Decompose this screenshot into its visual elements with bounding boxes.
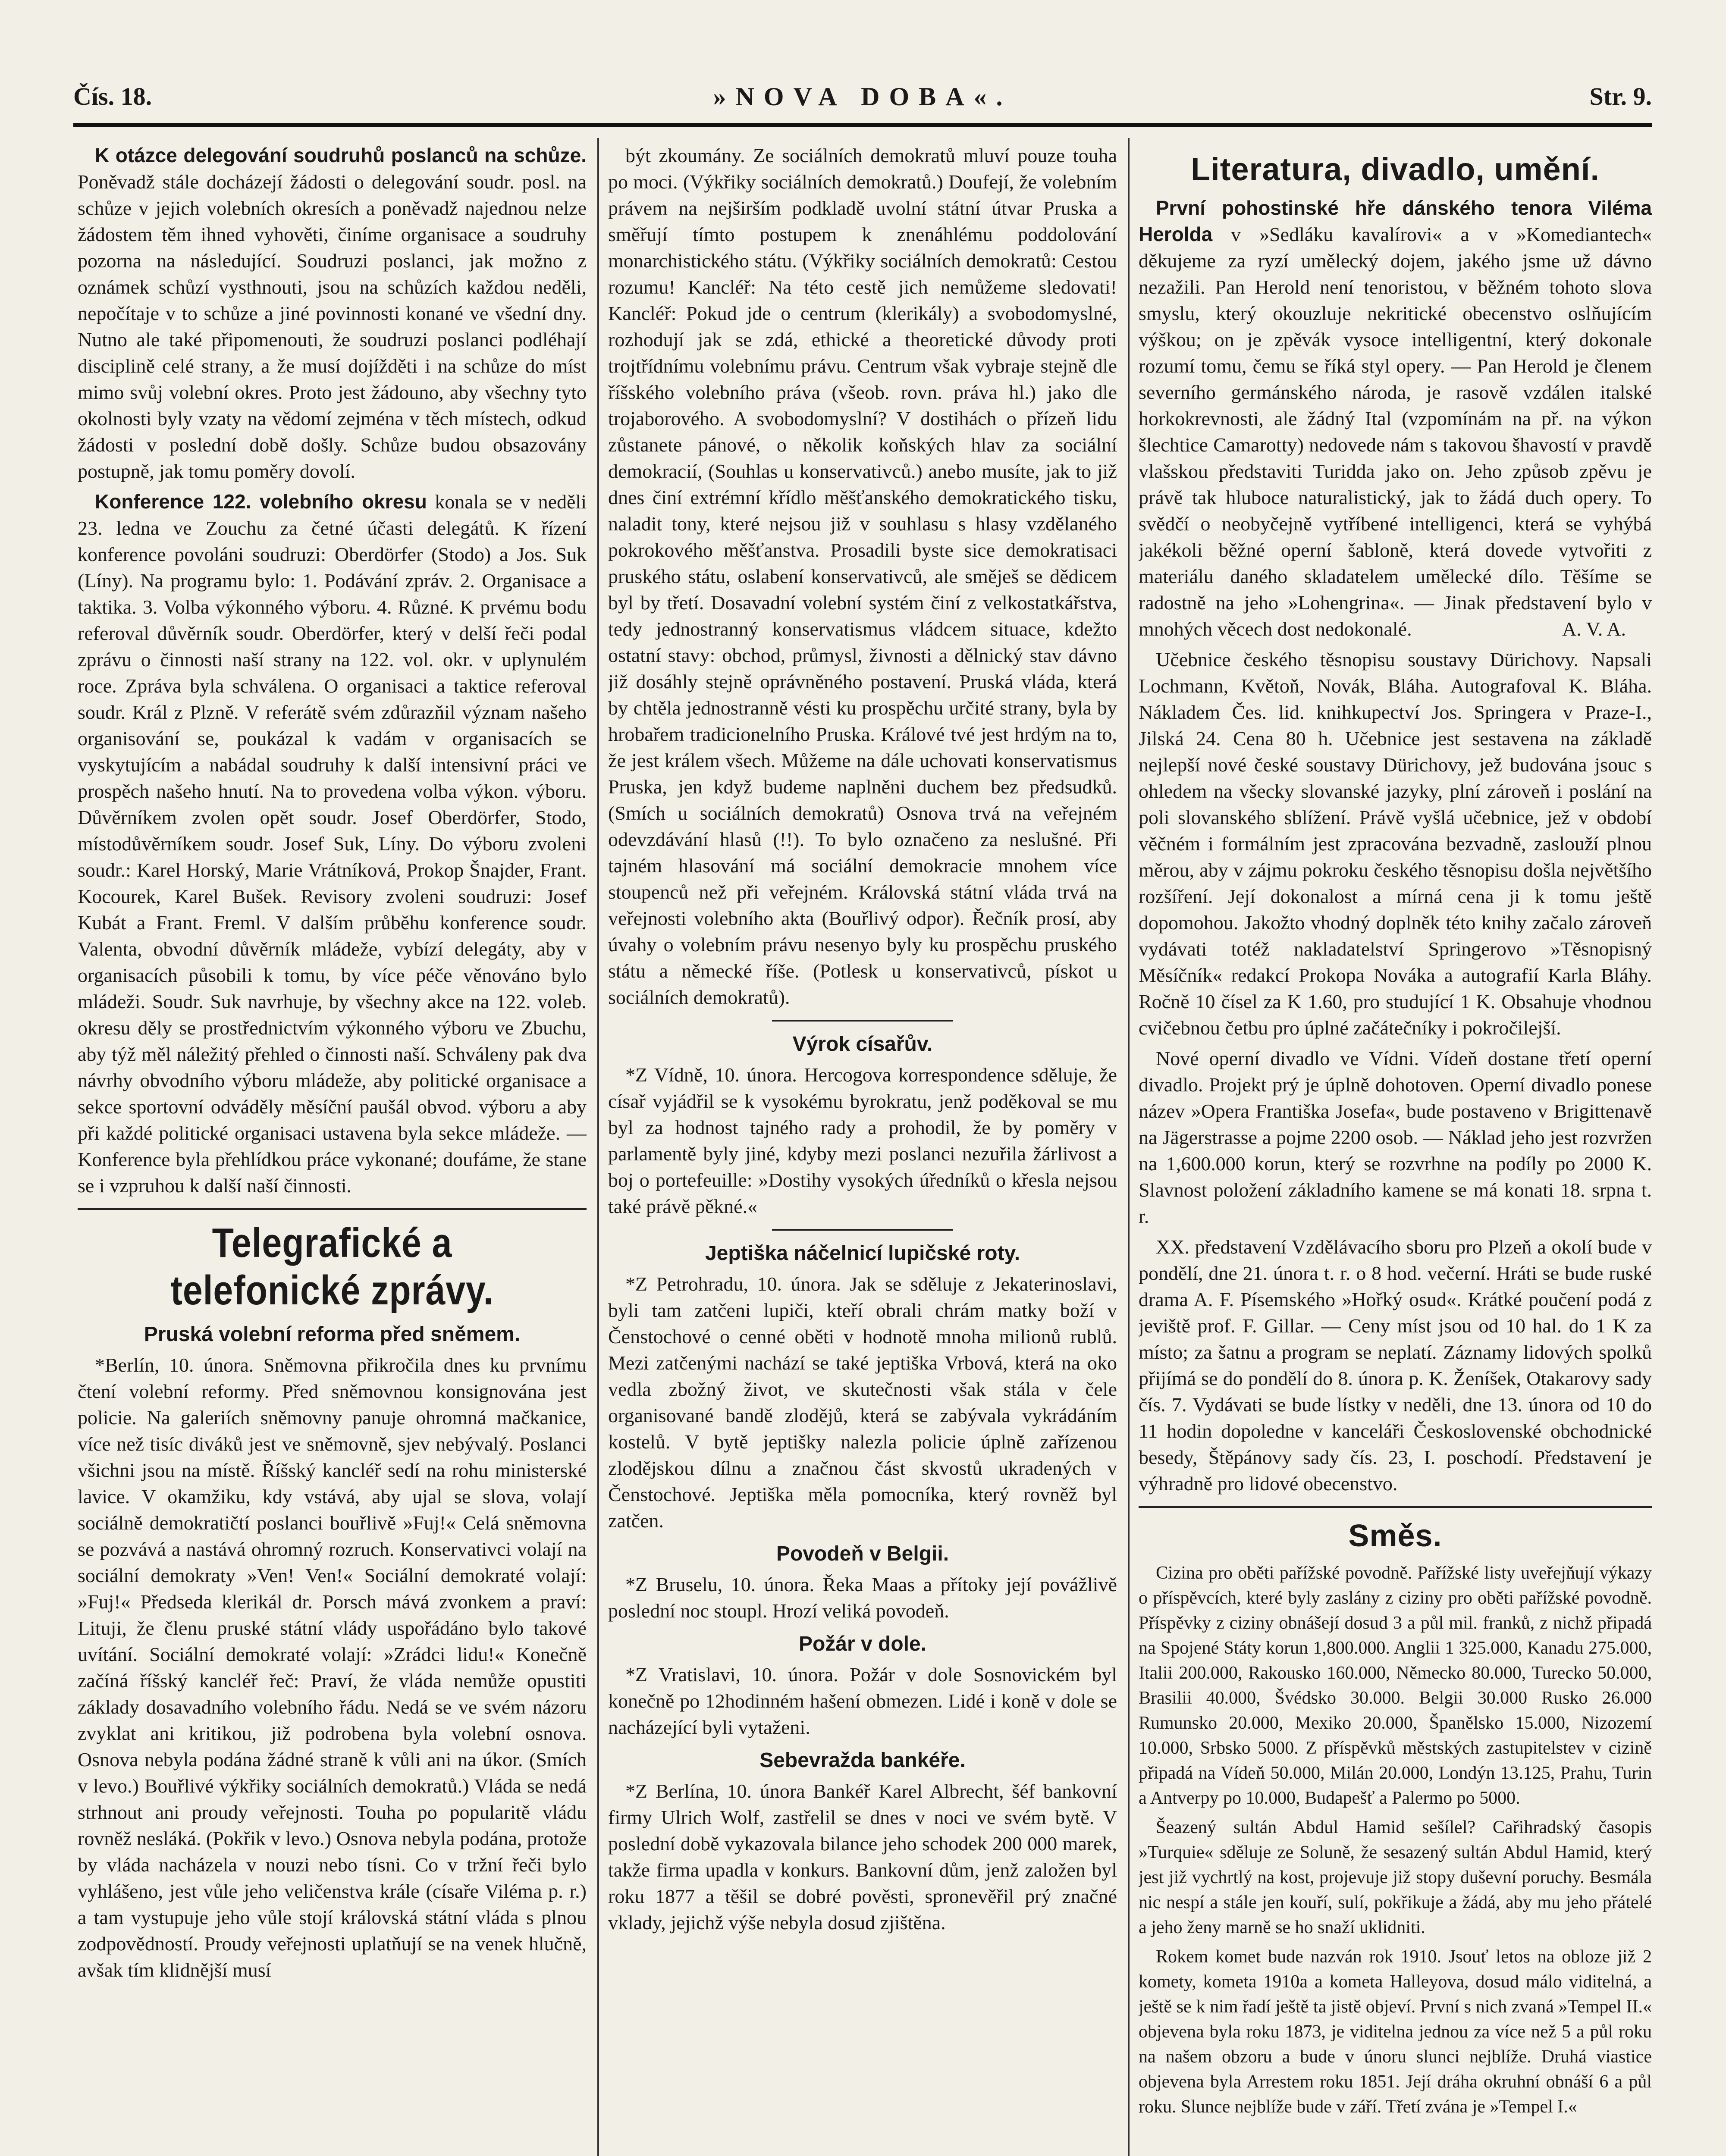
article-text: XX. představení Vzdělávacího sboru pro Plzeň a okolí bude v pondělí, dne 21. února t. r. o 8 hod. večerní. Hráti se bude ruské drama A. F. Písemského »Hořký osud«. Krátké poučení podá z jeviště prof. F. Gillar. — Ceny míst jsou od 10 hal. do 1 K za místo; za šatnu a program se neplatí. Záznamy lidových spolků přijímá se do pondělí do 8. února p. K. Ženíšek, Otakarovy sady čís. 7. Vydávati se bude lístky v neděli, dne 13. února od 10 do 11 hodin dopoledne v kanceláři Československé obchodnické besedy, Štěpánovy sady čís. 23, I. poschodí. Představení je výhradně pro lidové obecenstvo.	[1139, 1236, 1652, 1495]
article-text: být zkoumány. Ze sociálních demokratů mluví pouze touha po moci. (Výkřiky sociálních demokratů.) Doufejí, že volebním právem na nejširším podkladě uvolní státní útvar Pruska a směřují tímto postupem k znenáhlému poddolování monarchistického státu. (Výkřiky sociálních demokratů: Cestou rozumu! Kancléř: Na této cestě jich nemůžeme sledovati! Kancléř: Pokud jde o centrum (klerikály) a svobodomyslné, rozhodují jak se zdá, ethické a theoretické důvody proti trojtřídnímu volebnímu právu. Centrum však vybraje stejně dle říšského volebního práva (všeob. rovn. práva hl.) jako dle trojaborového. A svobodomyslní? V dostihách o přízeň lidu zůstanete pánové, o několik koňských hlav za sociální demokracií, (Souhlas u konservativců.) anebo musíte, jak to již dnes činí extrémní křídlo měšťanského demokratického tisku, naladit tony, které nejsou již v souhlasu s hlasy vzdělaného pokrokového měšťanstva. Prosadili byste sice demokratisaci pruského státu, oslabení konservativců, ale směješ se dědicem byl by třetí. Dosavadní volební systém činí z velkostatkářstva, tedy jednostranný konservatismus vládcem situace, kdežto ostatní stavy: obchod, průmysl, živnosti a dělnický stav dávno již dosáhly stejně oprávněného postavení. Pruská vláda, která by chtěla jednostranně vésti ku prospěchu určité strany, byla by hrobařem tradicionelního Pruska. Králové tvé jest hrdým na to, že jest králem všech. Můžeme na dále uchovati konservatismus Pruska, jen když budeme naplněni duchem bez předsudků. (Smích u sociálních demokratů) Osnova trvá na veřejném odevzdávání hlasů (!!). To bylo označeno za neslušné. Při tajném hlasování má sociální demokracie mnohem více stoupenců než při veřejném. Královská státní vláda trvá na veřejnosti volebního akta (Bouřlivý odpor). Řečník prosí, aby úvahy o volebním právu nesenyo byly ku prospěchu pruského státu a německé říše. (Potlesk u konservativců, pískot u sociálních demokratů).	[608, 144, 1117, 1008]
header-rule	[73, 123, 1652, 127]
subheading: Pruská volební reforma před sněmem.	[144, 1323, 521, 1346]
section-title-telegrams: Telegrafické a telefonické zprávy.	[170, 1220, 494, 1313]
section-title-literature: Literatura, divadlo, umění.	[1190, 151, 1600, 187]
article-text: *Berlín, 10. února. Sněmovna přikročila dnes ku prvnímu čtení volební reformy. Před sněmovnou konsignována jest policie. Na galeriích sněmovny panuje ohromná mačkanice, více než tisíc diváků jest ve sněmovně, sjev nebývalý. Poslanci všichni jsou na místě. Říšský kancléř sedí na rohu ministerské lavice. V okamžiku, kdy vstává, aby ujal se slova, volají sociálně demokratičtí poslanci bouřlivě »Fuj!« Celá sněmovna se pozvává a nastává ohromný rozruch. Konservativci volají na sociální demokraty »Ven! Ven!« Sociální demokraté volají: »Fuj!« Předseda klerikál dr. Porsch mává zvonkem a praví: Lituji, že členu pruské státní vlády uspořádáno bylo takové uvítání. Sociální demokraté volají: »Zrádci lidu!« Konečně začíná říšský kancléř řeč: Praví, že vláda nemůže opustiti základy dosavadního volebního řádu. Nedá se ve svém názoru zvyklat ani kritikou, již podrobena byla volební osnova. Osnova nebyla podána žádné straně k vůli ani na úkor. (Smích v levo.) Bouřlivé výkřiky sociálních demokratů.) Vláda se nedá strhnout ani proudy veřejnosti. Touha po popularitě vládu rovněž nesláká. (Pokřik v levo.) Osnova nebyla podána, protože by vláda nacházela v nouzi nebo tísni. Co v tržní řeči bylo vyhlášeno, jest vůle jeho veličenstva krále (císaře Viléma p. r.) a tam vystupuje jeho vůle stojí královská státní vláda s plnou zodpovědností. Proudy veřejnosti uplatňují se na venek hlučně, avšak tím klidnější musí	[78, 1354, 587, 1981]
section-divider	[78, 1208, 587, 1210]
article-text: Poněvadž stále docházejí žádosti o delegování soudr. posl. na schůze v jejich volebních okresích a poněvadž najednou nelze žádostem těm ihned vyhověti, činíme organisace a soudruhy pozorna na následující. Soudruzi poslanci, jak možno z oznámek schůzí vysthnouti, jsou na schůzích každou neděli, nepočítaje v to schůze a jiné povinnosti konané ve všední dny. Nutno ale také připomenouti, že soudruzi poslanci podléhají disciplině celé strany, a že musí dojížděti i na schůze do míst mimo svůj volební okres. Proto jest žádouno, aby všechny tyto okolnosti byly vzaty na vědomí zejména v těch místech, odkud žádosti v poslední době došly. Schůze budou obsazovány postupně, jak tomu poměry dovolí.	[78, 171, 587, 482]
section-divider	[1139, 1506, 1652, 1508]
article-text: *Z Vratislavi, 10. února. Požár v dole Sosnovickém byl konečně po 12hodinném hašení obmezen. Lidé i koně v dole se nacházející byli vytaženi.	[608, 1664, 1117, 1738]
subheading: Jeptiška náčelnicí lupičské roty.	[705, 1242, 1020, 1265]
subheading: Povodeň v Belgii.	[776, 1542, 949, 1565]
article-lead: Konference 122. volebního okresu	[95, 490, 427, 513]
article-text: *Z Berlína, 10. února Bankéř Karel Albrecht, šéf bankovní firmy Ulrich Wolf, zastřelil se dnes v noci ve svém bytě. V poslední době vykazovala bilance jeho schodek 200 000 marek, takže firma upadla v konkurs. Bankovní dům, jenž založen byl roku 1877 a těšil se dobré pověsti, spronevěřil prý značné vklady, jejichž výše nebyla dosud zjištěna.	[608, 1780, 1117, 1934]
article-text: konala se v neděli 23. ledna ve Zouchu za četné účasti delegátů. K řízení konference povoláni soudruzi: Oberdörfer (Stodo) a Jos. Suk (Líny). Na programu bylo: 1. Podávání zpráv. 2. Organisace a taktika. 3. Volba výkonného výboru. 4. Různé. K prvému bodu referoval důvěrník soudr. Oberdörfer, který v delší řeči podal zprávu o činnosti naší strany na 122. vol. okr. v uplynulém roce. Zpráva byla schválena. O organisaci a taktice referoval soudr. Král z Plzně. V referátě svém zdůrazňil význam našeho organisování se, poukázal k vadám v organisacích se vyskytujícím a nabádal soudruhy k další intensivní práci ve prospěch našeho hnutí. Na to provedena volba výkon. výboru. Důvěrníkem zvolen opět soudr. Josef Oberdörfer, Stodo, místodůvěrníkem soudr. Josef Suk, Líny. Do výboru zvoleni soudr.: Karel Horský, Marie Vrátníková, Prokop Šnajder, Frant. Kocourek, Karel Bušek. Revisory zvoleni soudruzi: Josef Kubát a Frant. Freml. V dalším průběhu konference soudr. Valenta, obvodní důvěrník mládeže, vybízí delegáty, aby v organisacích působili k tomu, by více péče věnováno bylo mládeži. Soudr. Suk navrhuje, by všechny akce na 122. voleb. okresu děly se prostřednictvím výkonného výboru ve Zbuchu, aby týž měl náležitý přehled o činnosti naší. Schváleny pak dva návrhy obvodního výboru mládeže, aby politické organisace a sekce sportovní odváděly měsíční paušál obvod. výboru a aby při každé politické organisaci ustavena byla sekce mládeže. — Konference byla přehlídkou práce vykonané; doufáme, že stane se i vzpruhou k další naší činnosti.	[78, 491, 587, 1197]
subheading: Výrok císařův.	[792, 1033, 933, 1056]
column-2	[608, 142, 1117, 2156]
article-signature: A. V. A.	[1562, 618, 1626, 640]
article-text: Rokem komet bude nazván rok 1910. Jsouť letos na obloze již 2 komety, kometa 1910a a kometa Halleyova, dosud málo viditelná, a ještě se k nim řadí ještě ta jistě objeví. První s nich zvaná »Tempel II.« objevena byla roku 1873, je viditelna jednou za více než 5 a půl roku na našem obzoru a bude v únoru slunci nejblíže. Druhá viastice objevena byla Arrestem roku 1851. Její dráha okruhní obnáší 6 a půl roku. Slunce nejblíže bude v září. Třetí zvána je »Tempel I.«	[1139, 1947, 1652, 2117]
page-header	[73, 82, 1652, 121]
section-title-misc: Směs.	[1348, 1519, 1442, 1553]
column-3	[1139, 142, 1652, 2156]
article-text: Nové operní divadlo ve Vídni. Vídeň dostane třetí operní divadlo. Projekt prý je úplně dohotoven. Operní divadlo ponese název »Opera Františka Josefa«, bude postaveno v Brigittenavě na Jägerstrasse a pojme 2200 osob. — Náklad jeho jest rozvržen na 1,600.000 korun, který se rozvrhne na podíly po 2000 K. Slavnost položení základního kamene se má konati 18. srpna t. r.	[1139, 1047, 1652, 1227]
article-text: v »Sedláku kavalírovi« a v »Komediantech« děkujeme za ryzí umělecký dojem, jakého jsme už dávno nezažili. Pan Herold není tenoristou, v běžném tohoto slova smyslu, který okouzluje nekritické obecenstvo oslňujícím výškou; on je zpěvák vysoce intelligentní, který dokonale rozumí tomu, čemu se říká styl opery. — Pan Herold je členem severního germánského národa, je rasově vzdálen italské horkokrevnosti, ale žádný Ital (vzpomínám na př. na výkon šlechtice Camarotty) nedovede nám s takovou šhavostí v pravdě vlašskou představiti Turidda jako on. Jeho způsob zpěvu je právě tak hluboce naturalistický, jak to žádá duch opery. To svědčí o neobyčejně vytříbené intelligenci, která se vyhýbá jakékoli běžné operní šabloně, která dovede vytvořiti z materiálu daného skladatelem umělecké dílo. Těšíme se radostně na jeho »Lohengrina«. — Jinak představení bylo v mnohých věcech dost nedokonalé.	[1139, 223, 1652, 640]
column-divider-1	[597, 138, 599, 2156]
issue-number: Čís. 18.	[73, 82, 152, 110]
article-conference	[78, 489, 587, 1199]
short-divider	[772, 1229, 953, 1231]
column-1	[78, 142, 587, 2156]
subheading: Sebevražda bankéře.	[759, 1749, 966, 1772]
article-text: Učebnice českého těsnopisu soustavy Dürichovy. Napsali Lochmann, Květoň, Novák, Bláha. Autografoval K. Bláha. Nákladem Čes. lid. knihkupectví Jos. Springera v Praze-I., Jilská 24. Cena 80 h. Učebnice jest sestavena na základě nejlepší nové české soustavy Dürichovy, jež budována jsouc s ohledem na všecky slovanské jazyky, plní zároveň i poslání na poli slovanského sblížení. Právě vyšlá učebnice, jež v období věčném i formálním jest zpracována bezvadně, zaslouží plnou měrou, aby v zájmu pokroku českého těsnopisu došla největšího rozšíření. Její dokonalost a mírná cena ji k tomu ještě dopomohou. Jakožto vhodný doplněk této knihy začalo zároveň vydávati totéž nakladatelství Springerovo »Těsnopisný Měsíčník« redakcí Prokopa Nováka a autografií Karla Bláhy. Ročně 10 čísel za K 1.60, pro studující 1 K. Obsahuje vhodnou cvičebnou četbu pro úplné začátečníky i pokročilejší.	[1139, 649, 1652, 1039]
short-divider	[772, 1020, 953, 1022]
page-number: Str. 9.	[1589, 82, 1652, 110]
article-text: *Z Vídně, 10. února. Hercogova korrespondence sděluje, že císař vyjádřil se k vysokému byrokratu, jenž poděkoval se mu byl za hodnost tajného rady a prohodil, že by poměry v parlamentě byly jiné, kdyby mezi poslanci nezuřila žárlivost a boj o portefeuille: »Dostihy vysokých úředníků o křesla nejsou také právě pěkné.«	[608, 1064, 1117, 1217]
article-lead: První pohostinské hře dánského tenora Viléma Herolda	[1139, 197, 1652, 245]
subheading: Požár v dole.	[798, 1633, 927, 1655]
column-divider-2	[1128, 138, 1130, 2156]
article-herold	[1139, 195, 1652, 642]
article-text: Cizina pro oběti pařížské povodně. Pařížské listy uveřejňují výkazy o příspěvcích, které byly zaslány z ciziny pro oběti pařížské povodně. Příspěvky z ciziny obnášejí dosud 3 a půl mil. franků, z nichž připadá na Spojené Státy korun 1,800.000. Anglii 1 325.000, Kanadu 275.000, Italii 200.000, Rakousko 160.000, Německo 80.000, Turecko 50.000, Brasilii 40.000, Švédsko 30.000. Belgii 30.000 Rusko 26.000 Rumunsko 20.000, Mexiko 20.000, Španělsko 15.000, Nizozemí 10.000, Srbsko 5000. Z příspěvků městských zastupitelstev v cizině připadá na Vídeň 50.000, Milán 20.000, Londýn 13.125, Prahu, Turin a Antverpy po 10.000, Budapešť a Palermo po 5000.	[1139, 1563, 1652, 1808]
masthead-title: »NOVA DOBA«.	[713, 82, 1012, 111]
article-text: *Z Bruselu, 10. února. Řeka Maas a přítoky její povážlivě poslední noc stoupl. Hrozí veliká povodeň.	[608, 1573, 1117, 1622]
article-text: Šeazený sultán Abdul Hamid sešílel? Cařihradský časopis »Turquie« sděluje ze Soluně, že sesazený sultán Abdul Hamid, který jest již vychrtlý na kost, projevuje již stopy duševní poruchy. Besmála nic nespí a stále jen kouří, sulí, pokřikuje a žádá, aby mu jeho přátelé a jeho ženy marně se ho snaží uklidniti.	[1139, 1818, 1652, 1937]
article-delegation	[78, 142, 587, 484]
article-lead: K otázce delegování soudruhů poslanců na schůze.	[95, 144, 587, 166]
article-text: *Z Petrohradu, 10. února. Jak se sděluje z Jekaterinoslavi, byli tam zatčeni lupiči, kteří obrali chrám matky boží v Čenstochové o cenné oběti v hodnotě mnoha milionů rublů. Mezi zatčenými nachází se také jeptiška Vrbová, která na oko vedla zbožný život, ve skutečnosti však stála v čele organisované bandě zlodějů, která se zabývala vykrádáním kostelů. V bytě jeptišky nalezla policie úplně zařízenou zlodějskou dílnu a značnou část skvostů ukradených v Čenstochové. Jeptiška měla pomocníka, který rovněž byl zatčen.	[608, 1273, 1117, 1532]
